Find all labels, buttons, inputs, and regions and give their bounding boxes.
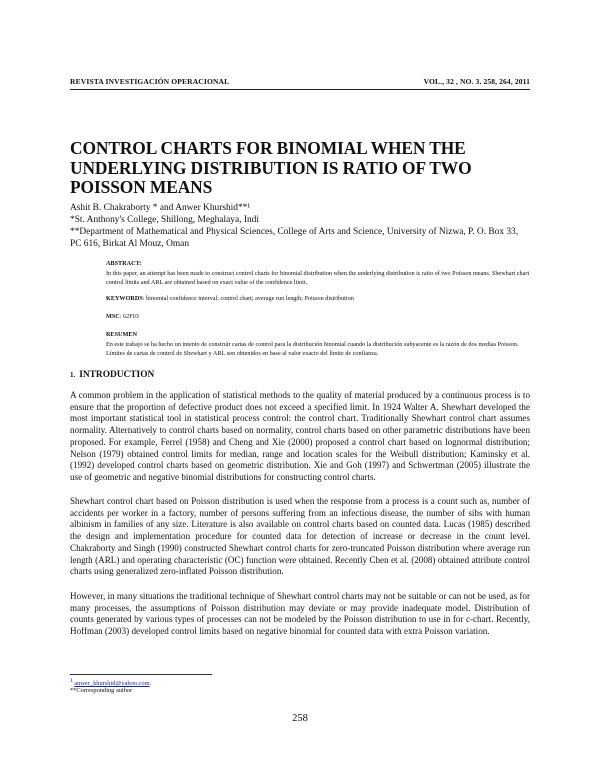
paper-title: CONTROL CHARTS FOR BINOMIAL WHEN THE UNDERLYING DISTRIBUTION IS RATIO OF TWO POISSON MEANS (70, 138, 472, 197)
paragraph-2: Shewhart control chart based on Poisson distribution is used when the response from a process is a count such as, number of accidents per worker in a factory, number of persons suffering from an infectious disease, the number of sibs with human albinism in families of any size. Literature is also available on control charts based on counted data. Lucas (1985) described the design and implementation procedure for counted data for detection of increase or decrease in the count level. Chakraborty and Singh (1990) constructed Shewhart control charts for zero-truncated Poisson distribution where average run length (ARL) and operating characteristic (OC) function were obtained. Recently Chen et al. (2008) obtained attribute control charts using generalized zero-inflated Poisson distribution. (70, 496, 530, 577)
affiliation-2: **Department of Mathematical and Physical Sciences, College of Arts and Science, University of Nizwa, P. O. Box 33, PC 616, Birkat Al Mouz, Oman (70, 227, 519, 249)
paragraph-1: A common problem in the application of statistical methods to the quality of material produced by a continuous process is to ensure that the proportion of defective product does not exceed a specified limit. In 1924 Walter A. Shewhart developed the most important statistical tool in statistical process control: the control chart. Traditionally Shewhart control chart assumes normality. Alternatively to control charts based on normality, control charts based on other parametric distributions have been proposed. For example, Ferrel (1958) and Cheng and Xie (2000) proposed a control chart based on lognormal distribution; Nelson (1979) obtained control limits for median, range and location scales for the Weibull distribution; Kaminsky et al. (1992) developed control charts based on geometric distribution. Xie and Goh (1997) and Schwertman (2005) illustrate the use of geometric and negative binomial distributions for constructing control charts. (70, 390, 530, 482)
keywords-label: KEYWORDS (106, 295, 143, 302)
page-number: 258 (292, 713, 308, 724)
header-rule (70, 89, 530, 90)
section-title: INTRODUCTION (79, 370, 155, 380)
keywords (106, 294, 530, 304)
paragraph-3: However, in many situations the traditional technique of Shewhart control charts may not be suitable or can not be used, as for many processes, the assumptions of Poisson distribution may deviate or may provide inadequate model. Distribution of counts generated by various types of processes can not be modeled by the Poisson distribution to use in for c-chart. Recently, Hoffman (2003) developed control limits based on negative binomial for counted data with extra Poisson variation. (70, 591, 531, 637)
msc-text: : 62F03 (119, 313, 139, 320)
section-heading (70, 370, 154, 380)
resumen (106, 330, 530, 359)
msc (106, 312, 530, 322)
section-number: 1. (70, 371, 76, 379)
abstract (106, 259, 530, 288)
journal-header (70, 77, 530, 86)
email-link[interactable]: anwer_khurshid@yahoo.com (74, 680, 150, 688)
volume-info: VOL., 32 , NO. 3. 258, 264, 2011 (423, 77, 530, 86)
email-suffix: . (149, 680, 152, 688)
affiliation-1: *St. Anthony's College, Shillong, Meghalaya, Indi (70, 215, 259, 225)
journal-name: REVISTA INVESTIGACIÓN OPERACIONAL (70, 77, 230, 86)
abstract-text: In this paper, an attempt has been made to construct control charts for binomial distribution when the underlying distribution is ratio of two Poisson means. Shewhart chart control limits and ARL are obtained based on exact value of the confidence limit. (106, 269, 530, 287)
abstract-heading: ABSTRACT: (106, 260, 142, 267)
resumen-heading: RESUMEN (106, 331, 137, 338)
footnote-marker: 1 (70, 678, 73, 684)
keywords-text: : binomial confidence interval; control chart; average run length; Poisson distribution (142, 295, 354, 302)
msc-label: MSC (106, 313, 120, 320)
resumen-text: En este trabajo se ha hecho un intento de construir cartas de control para la distribución binomial cuando la distribución subyacente es la razón de dos medias Poisson. Límites de cartas de control de Shewhart y ARL son obtenidos en base al valor exacto del límite de confianza. (106, 340, 519, 358)
authors: Ashit B. Chakraborty * and Anwer Khurshid**¹ (70, 203, 251, 213)
footnote-corresponding: **Corresponding author (70, 687, 133, 694)
footnote-rule (70, 674, 212, 675)
